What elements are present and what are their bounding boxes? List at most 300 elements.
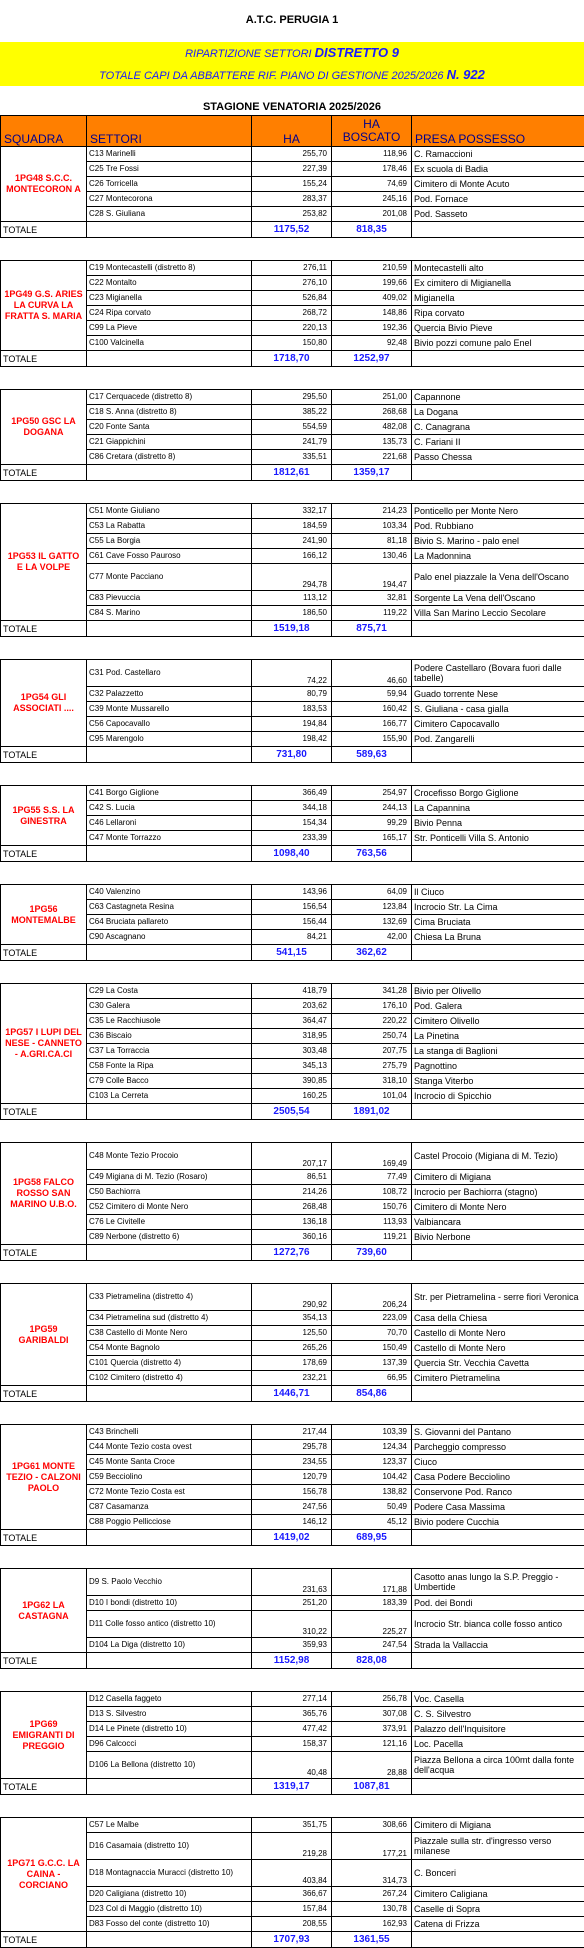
sector-ha: 74,22 — [252, 660, 332, 687]
presa-possesso: La stanga di Baglioni — [412, 1044, 584, 1059]
table-row — [1, 1596, 584, 1611]
sector-ha-boscato: 32,81 — [332, 591, 412, 606]
sector-name: D18 Montagnaccia Muracci (distretto 10) — [87, 1860, 252, 1887]
sector-ha-boscato: 103,34 — [332, 519, 412, 534]
sector-ha: 477,42 — [252, 1722, 332, 1737]
presa-possesso: Chiesa La Bruna — [412, 930, 584, 945]
table-row — [1, 1638, 584, 1653]
total-row — [1, 222, 584, 238]
table-row — [1, 732, 584, 747]
presa-possesso: Casotto anas lungo la S.P. Preggio - Umbertide — [412, 1569, 584, 1596]
total-label: TOTALE — [1, 1932, 87, 1948]
table-row — [1, 549, 584, 564]
sector-name: C18 S. Anna (distretto 8) — [87, 405, 252, 420]
sector-ha-boscato: 177,21 — [332, 1833, 412, 1860]
spacer-cell — [1, 961, 584, 984]
sector-name: D104 La Diga (distretto 10) — [87, 1638, 252, 1653]
total-row — [1, 945, 584, 961]
sector-name: C79 Colle Bacco — [87, 1074, 252, 1089]
sector-name: C35 Le Racchiusole — [87, 1014, 252, 1029]
spacer-cell — [1, 1669, 584, 1692]
spacer-row — [1, 763, 584, 786]
season-title: STAGIONE VENATORIA 2025/2026 — [0, 101, 584, 113]
sector-name: C63 Castagneta Resina — [87, 900, 252, 915]
presa-possesso: Str. Ponticelli Villa S. Antonio — [412, 831, 584, 846]
presa-possesso: Cimitero di Monte Acuto — [412, 177, 584, 192]
sector-name: C58 Fonte la Ripa — [87, 1059, 252, 1074]
total-empty — [412, 621, 584, 637]
sector-name: C39 Monte Mussarello — [87, 702, 252, 717]
sector-ha: 295,50 — [252, 390, 332, 405]
total-ha: 731,80 — [252, 747, 332, 763]
presa-possesso: Cimitero Pietramelina — [412, 1371, 584, 1386]
sector-name: C64 Bruciata pallareto — [87, 915, 252, 930]
total-empty — [87, 1104, 252, 1120]
presa-possesso: Castello di Monte Nero — [412, 1326, 584, 1341]
sector-ha-boscato: 59,94 — [332, 687, 412, 702]
presa-possesso: La Capannina — [412, 801, 584, 816]
total-row — [1, 1530, 584, 1546]
sector-ha-boscato: 108,72 — [332, 1185, 412, 1200]
total-ha: 1272,76 — [252, 1245, 332, 1261]
table-row — [1, 915, 584, 930]
sector-name: C102 Cimitero (distretto 4) — [87, 1371, 252, 1386]
sector-ha: 335,51 — [252, 450, 332, 465]
sector-ha-boscato: 207,75 — [332, 1044, 412, 1059]
sector-name: C21 Giappichini — [87, 435, 252, 450]
total-empty — [412, 1779, 584, 1795]
presa-possesso: Bivio pozzi comune palo Enel — [412, 336, 584, 351]
total-label: TOTALE — [1, 1530, 87, 1546]
table-row — [1, 336, 584, 351]
sector-ha: 294,78 — [252, 564, 332, 591]
presa-possesso: Cimitero di Monte Nero — [412, 1200, 584, 1215]
sector-name: C59 Becciolino — [87, 1470, 252, 1485]
spacer-cell — [1, 238, 584, 261]
total-label: TOTALE — [1, 1653, 87, 1669]
sector-name: C36 Biscaio — [87, 1029, 252, 1044]
sector-ha: 207,17 — [252, 1143, 332, 1170]
presa-possesso: Pod. Rubbiano — [412, 519, 584, 534]
total-empty — [87, 351, 252, 367]
sector-ha-boscato: 206,24 — [332, 1284, 412, 1311]
table-row — [1, 885, 584, 900]
total-ha: 1419,02 — [252, 1530, 332, 1546]
sector-ha: 157,84 — [252, 1902, 332, 1917]
sector-name: C100 Valcinella — [87, 336, 252, 351]
sector-ha: 80,79 — [252, 687, 332, 702]
spacer-row — [1, 481, 584, 504]
squad-name: 1PG55 S.S. LA GINESTRA — [1, 786, 87, 846]
total-label: TOTALE — [1, 465, 87, 481]
sector-ha-boscato: 124,34 — [332, 1440, 412, 1455]
total-empty — [412, 351, 584, 367]
spacer-cell — [1, 1120, 584, 1143]
sector-ha: 227,39 — [252, 162, 332, 177]
sector-name: C56 Capocavallo — [87, 717, 252, 732]
total-ha: 1446,71 — [252, 1386, 332, 1402]
sector-ha-boscato: 66,95 — [332, 1371, 412, 1386]
presa-possesso: Cimitero Caligiana — [412, 1887, 584, 1902]
sector-ha: 310,22 — [252, 1611, 332, 1638]
presa-possesso: Crocefisso Borgo Giglione — [412, 786, 584, 801]
table-row — [1, 786, 584, 801]
presa-possesso: Palo enel piazzale la Vena dell'Oscano — [412, 564, 584, 591]
total-row — [1, 747, 584, 763]
sector-name: C26 Torricella — [87, 177, 252, 192]
total-row — [1, 1779, 584, 1795]
table-row — [1, 1440, 584, 1455]
sector-ha-boscato: 214,23 — [332, 504, 412, 519]
squad-name: 1PG54 GLI ASSOCIATI .... — [1, 660, 87, 747]
total-row — [1, 1932, 584, 1948]
table-row — [1, 1341, 584, 1356]
sector-name: D13 S. Silvestro — [87, 1707, 252, 1722]
presa-possesso: Catena di Frizza — [412, 1917, 584, 1932]
total-label: TOTALE — [1, 1245, 87, 1261]
presa-possesso: Villa San Marino Leccio Secolare — [412, 606, 584, 621]
sector-ha: 220,13 — [252, 321, 332, 336]
sector-ha: 268,48 — [252, 1200, 332, 1215]
total-empty — [87, 1779, 252, 1795]
sector-ha: 186,50 — [252, 606, 332, 621]
sector-ha: 290,92 — [252, 1284, 332, 1311]
total-label: TOTALE — [1, 222, 87, 238]
sector-name: C101 Quercia (distretto 4) — [87, 1356, 252, 1371]
sector-ha-boscato: 169,49 — [332, 1143, 412, 1170]
presa-possesso: C. S. Silvestro — [412, 1707, 584, 1722]
sector-name: C31 Pod. Castellaro — [87, 660, 252, 687]
total-label: TOTALE — [1, 1779, 87, 1795]
sector-ha-boscato: 244,13 — [332, 801, 412, 816]
presa-possesso: Parcheggio compresso — [412, 1440, 584, 1455]
sector-ha-boscato: 373,91 — [332, 1722, 412, 1737]
table-row — [1, 162, 584, 177]
total-empty — [412, 1245, 584, 1261]
squad-name: 1PG49 G.S. ARIES LA CURVA LA FRATTA S. MARIA — [1, 261, 87, 351]
spacer-cell — [1, 367, 584, 390]
sector-ha-boscato: 138,82 — [332, 1485, 412, 1500]
sector-ha-boscato: 314,73 — [332, 1860, 412, 1887]
presa-possesso: Pod. Sasseto — [412, 207, 584, 222]
total-empty — [412, 1530, 584, 1546]
totale-prefix: TOTALE CAPI DA ABBATTERE RIF. PIANO DI GESTIONE 2025/2026 — [99, 70, 443, 82]
sector-ha: 40,48 — [252, 1752, 332, 1779]
total-row — [1, 621, 584, 637]
sector-ha-boscato: 254,97 — [332, 786, 412, 801]
sector-name: C28 S. Giuliana — [87, 207, 252, 222]
spacer-cell — [1, 1402, 584, 1425]
sector-ha-boscato: 130,78 — [332, 1902, 412, 1917]
presa-possesso: C. Canagrana — [412, 420, 584, 435]
sector-ha: 184,59 — [252, 519, 332, 534]
sector-ha-boscato: 123,84 — [332, 900, 412, 915]
table-row — [1, 816, 584, 831]
table-row — [1, 591, 584, 606]
sector-ha-boscato: 148,86 — [332, 306, 412, 321]
table-row — [1, 450, 584, 465]
presa-possesso: Ciuco — [412, 1455, 584, 1470]
presa-possesso: Voc. Casella — [412, 1692, 584, 1707]
table-row — [1, 1692, 584, 1707]
presa-possesso: Ex cimitero di Migianella — [412, 276, 584, 291]
sector-ha-boscato: 135,73 — [332, 435, 412, 450]
sector-ha-boscato: 267,24 — [332, 1887, 412, 1902]
presa-possesso: Capannone — [412, 390, 584, 405]
sector-ha: 217,44 — [252, 1425, 332, 1440]
sector-ha-boscato: 155,90 — [332, 732, 412, 747]
sector-ha-boscato: 42,00 — [332, 930, 412, 945]
presa-possesso: Str. per Pietramelina - serre fiori Veronica — [412, 1284, 584, 1311]
presa-possesso: S. Giovanni del Pantano — [412, 1425, 584, 1440]
total-row — [1, 465, 584, 481]
sector-name: C83 Pievuccia — [87, 591, 252, 606]
presa-possesso: Il Ciuco — [412, 885, 584, 900]
sector-ha: 84,21 — [252, 930, 332, 945]
sector-ha-boscato: 50,49 — [332, 1500, 412, 1515]
sector-ha: 208,55 — [252, 1917, 332, 1932]
sector-ha-boscato: 160,42 — [332, 702, 412, 717]
sector-name: C90 Ascagnano — [87, 930, 252, 945]
sector-name: C72 Monte Tezio Costa est — [87, 1485, 252, 1500]
total-ha-boscato: 362,62 — [332, 945, 412, 961]
sector-ha: 113,12 — [252, 591, 332, 606]
sector-ha: 233,39 — [252, 831, 332, 846]
sector-name: C34 Pietramelina sud (distretto 4) — [87, 1311, 252, 1326]
sector-ha: 247,56 — [252, 1500, 332, 1515]
presa-possesso: La Madonnina — [412, 549, 584, 564]
presa-possesso: Bivio podere Cucchia — [412, 1515, 584, 1530]
sector-name: C48 Monte Tezio Procoio — [87, 1143, 252, 1170]
table-row — [1, 504, 584, 519]
table-header-row — [1, 116, 584, 147]
presa-possesso: Conservone Pod. Ranco — [412, 1485, 584, 1500]
sector-name: D16 Casamaia (distretto 10) — [87, 1833, 252, 1860]
sector-ha: 403,84 — [252, 1860, 332, 1887]
presa-possesso: La Dogana — [412, 405, 584, 420]
total-empty — [412, 945, 584, 961]
sector-name: C45 Monte Santa Croce — [87, 1455, 252, 1470]
sector-ha: 241,90 — [252, 534, 332, 549]
table-row — [1, 207, 584, 222]
sector-ha-boscato: 113,93 — [332, 1215, 412, 1230]
table-row — [1, 291, 584, 306]
table-row — [1, 1917, 584, 1932]
col-squadra: SQUADRA — [1, 116, 87, 147]
table-row — [1, 306, 584, 321]
table-row — [1, 1074, 584, 1089]
total-empty — [87, 1653, 252, 1669]
spacer-row — [1, 367, 584, 390]
total-label: TOTALE — [1, 351, 87, 367]
presa-possesso: Stanga Viterbo — [412, 1074, 584, 1089]
sector-name: D23 Col di Maggio (distretto 10) — [87, 1902, 252, 1917]
table-row — [1, 1311, 584, 1326]
sector-ha-boscato: 28,88 — [332, 1752, 412, 1779]
district-label: DISTRETTO 9 — [315, 45, 399, 60]
sector-name: D9 S. Paolo Vecchio — [87, 1569, 252, 1596]
sector-ha-boscato: 46,60 — [332, 660, 412, 687]
table-row — [1, 1044, 584, 1059]
table-row — [1, 702, 584, 717]
sector-name: C77 Monte Pacciano — [87, 564, 252, 591]
squad-name: 1PG56 MONTEMALBE — [1, 885, 87, 945]
table-row — [1, 519, 584, 534]
total-ha: 1812,61 — [252, 465, 332, 481]
sectors-table — [0, 115, 584, 1948]
presa-possesso: C. Fariani II — [412, 435, 584, 450]
col-ha: HA — [252, 116, 332, 147]
sector-name: C52 Cimitero di Monte Nero — [87, 1200, 252, 1215]
presa-possesso: Podere Casa Massima — [412, 1500, 584, 1515]
sector-ha: 178,69 — [252, 1356, 332, 1371]
table-row — [1, 1833, 584, 1860]
totale-number: N. 922 — [447, 67, 485, 82]
sector-ha-boscato: 119,21 — [332, 1230, 412, 1245]
table-row — [1, 930, 584, 945]
spacer-cell — [1, 481, 584, 504]
presa-possesso: Palazzo dell'Inquisitore — [412, 1722, 584, 1737]
sector-name: C86 Cretara (distretto 8) — [87, 450, 252, 465]
table-row — [1, 261, 584, 276]
spacer-cell — [1, 1546, 584, 1569]
sector-name: C84 S. Marino — [87, 606, 252, 621]
sector-name: C30 Galera — [87, 999, 252, 1014]
total-empty — [87, 465, 252, 481]
total-empty — [412, 1653, 584, 1669]
sector-name: C47 Monte Torrazzo — [87, 831, 252, 846]
sector-name: C37 La Torraccia — [87, 1044, 252, 1059]
table-row — [1, 1170, 584, 1185]
sector-ha: 194,84 — [252, 717, 332, 732]
sector-name: C53 La Rabatta — [87, 519, 252, 534]
sector-ha-boscato: 171,88 — [332, 1569, 412, 1596]
sector-name: C95 Marengolo — [87, 732, 252, 747]
total-ha-boscato: 763,56 — [332, 846, 412, 862]
table-row — [1, 1737, 584, 1752]
table-row — [1, 1356, 584, 1371]
sector-ha: 253,82 — [252, 207, 332, 222]
sector-ha-boscato: 220,22 — [332, 1014, 412, 1029]
sector-ha-boscato: 250,74 — [332, 1029, 412, 1044]
sector-ha: 214,26 — [252, 1185, 332, 1200]
sector-ha-boscato: 251,00 — [332, 390, 412, 405]
sector-ha: 86,51 — [252, 1170, 332, 1185]
table-row — [1, 1818, 584, 1833]
sector-name: C23 Migianella — [87, 291, 252, 306]
spacer-row — [1, 1795, 584, 1818]
total-empty — [87, 846, 252, 862]
sector-ha: 364,47 — [252, 1014, 332, 1029]
presa-possesso: Quercia Bivio Pieve — [412, 321, 584, 336]
sector-name: D20 Caligiana (distretto 10) — [87, 1887, 252, 1902]
table-row — [1, 420, 584, 435]
total-ha-boscato: 854,86 — [332, 1386, 412, 1402]
sector-ha: 418,79 — [252, 984, 332, 999]
presa-possesso: Bivio S. Marino - palo enel — [412, 534, 584, 549]
sector-ha-boscato: 123,37 — [332, 1455, 412, 1470]
total-ha: 1175,52 — [252, 222, 332, 238]
sector-ha: 125,50 — [252, 1326, 332, 1341]
sector-ha-boscato: 103,39 — [332, 1425, 412, 1440]
atc-title: A.T.C. PERUGIA 1 — [0, 14, 584, 26]
total-label: TOTALE — [1, 846, 87, 862]
table-row — [1, 147, 584, 162]
sector-name: D14 Le Pinete (distretto 10) — [87, 1722, 252, 1737]
squad-name: 1PG53 IL GATTO E LA VOLPE — [1, 504, 87, 621]
total-empty — [87, 945, 252, 961]
sector-ha: 120,79 — [252, 1470, 332, 1485]
presa-possesso: Caselle di Sopra — [412, 1902, 584, 1917]
table-row — [1, 660, 584, 687]
sector-name: D10 I bondi (distretto 10) — [87, 1596, 252, 1611]
table-row — [1, 1284, 584, 1311]
total-ha-boscato: 875,71 — [332, 621, 412, 637]
sector-ha-boscato: 74,69 — [332, 177, 412, 192]
sector-ha-boscato: 225,27 — [332, 1611, 412, 1638]
table-row — [1, 1425, 584, 1440]
table-row — [1, 1887, 584, 1902]
sector-ha-boscato: 223,09 — [332, 1311, 412, 1326]
sector-ha: 160,25 — [252, 1089, 332, 1104]
sector-ha: 303,48 — [252, 1044, 332, 1059]
total-row — [1, 351, 584, 367]
total-ha: 1718,70 — [252, 351, 332, 367]
table-row — [1, 534, 584, 549]
table-row — [1, 1143, 584, 1170]
total-row — [1, 1386, 584, 1402]
sector-ha: 203,62 — [252, 999, 332, 1014]
sector-name: C50 Bachiorra — [87, 1185, 252, 1200]
presa-possesso: Pod. Galera — [412, 999, 584, 1014]
presa-possesso: Incrocio per Bachiorra (stagno) — [412, 1185, 584, 1200]
sector-ha: 332,17 — [252, 504, 332, 519]
sector-ha: 156,44 — [252, 915, 332, 930]
sector-ha: 155,24 — [252, 177, 332, 192]
total-ha-boscato: 1252,97 — [332, 351, 412, 367]
total-ha-boscato: 1361,55 — [332, 1932, 412, 1948]
sector-ha: 366,67 — [252, 1887, 332, 1902]
table-row — [1, 1326, 584, 1341]
total-ha: 2505,54 — [252, 1104, 332, 1120]
presa-possesso: La Pinetina — [412, 1029, 584, 1044]
sector-name: C55 La Borgia — [87, 534, 252, 549]
total-empty — [412, 1104, 584, 1120]
sector-ha-boscato: 210,59 — [332, 261, 412, 276]
sector-ha-boscato: 137,39 — [332, 1356, 412, 1371]
total-empty — [87, 222, 252, 238]
sector-name: C87 Casamanza — [87, 1500, 252, 1515]
totale-line — [0, 64, 584, 86]
sector-ha: 385,22 — [252, 405, 332, 420]
table-row — [1, 1185, 584, 1200]
sector-name: C44 Monte Tezio costa ovest — [87, 1440, 252, 1455]
table-row — [1, 1860, 584, 1887]
col-presa-possesso: PRESA POSSESSO — [412, 116, 584, 147]
sector-name: C51 Monte Giuliano — [87, 504, 252, 519]
table-row — [1, 1371, 584, 1386]
squad-name: 1PG48 S.C.C. MONTECORON A — [1, 147, 87, 222]
sector-name: D96 Calcocci — [87, 1737, 252, 1752]
total-row — [1, 1104, 584, 1120]
table-row — [1, 1707, 584, 1722]
spacer-cell — [1, 1795, 584, 1818]
total-label: TOTALE — [1, 1104, 87, 1120]
table-row — [1, 1029, 584, 1044]
total-ha-boscato: 818,35 — [332, 222, 412, 238]
sector-name: C76 Le Civitelle — [87, 1215, 252, 1230]
sector-ha: 143,96 — [252, 885, 332, 900]
